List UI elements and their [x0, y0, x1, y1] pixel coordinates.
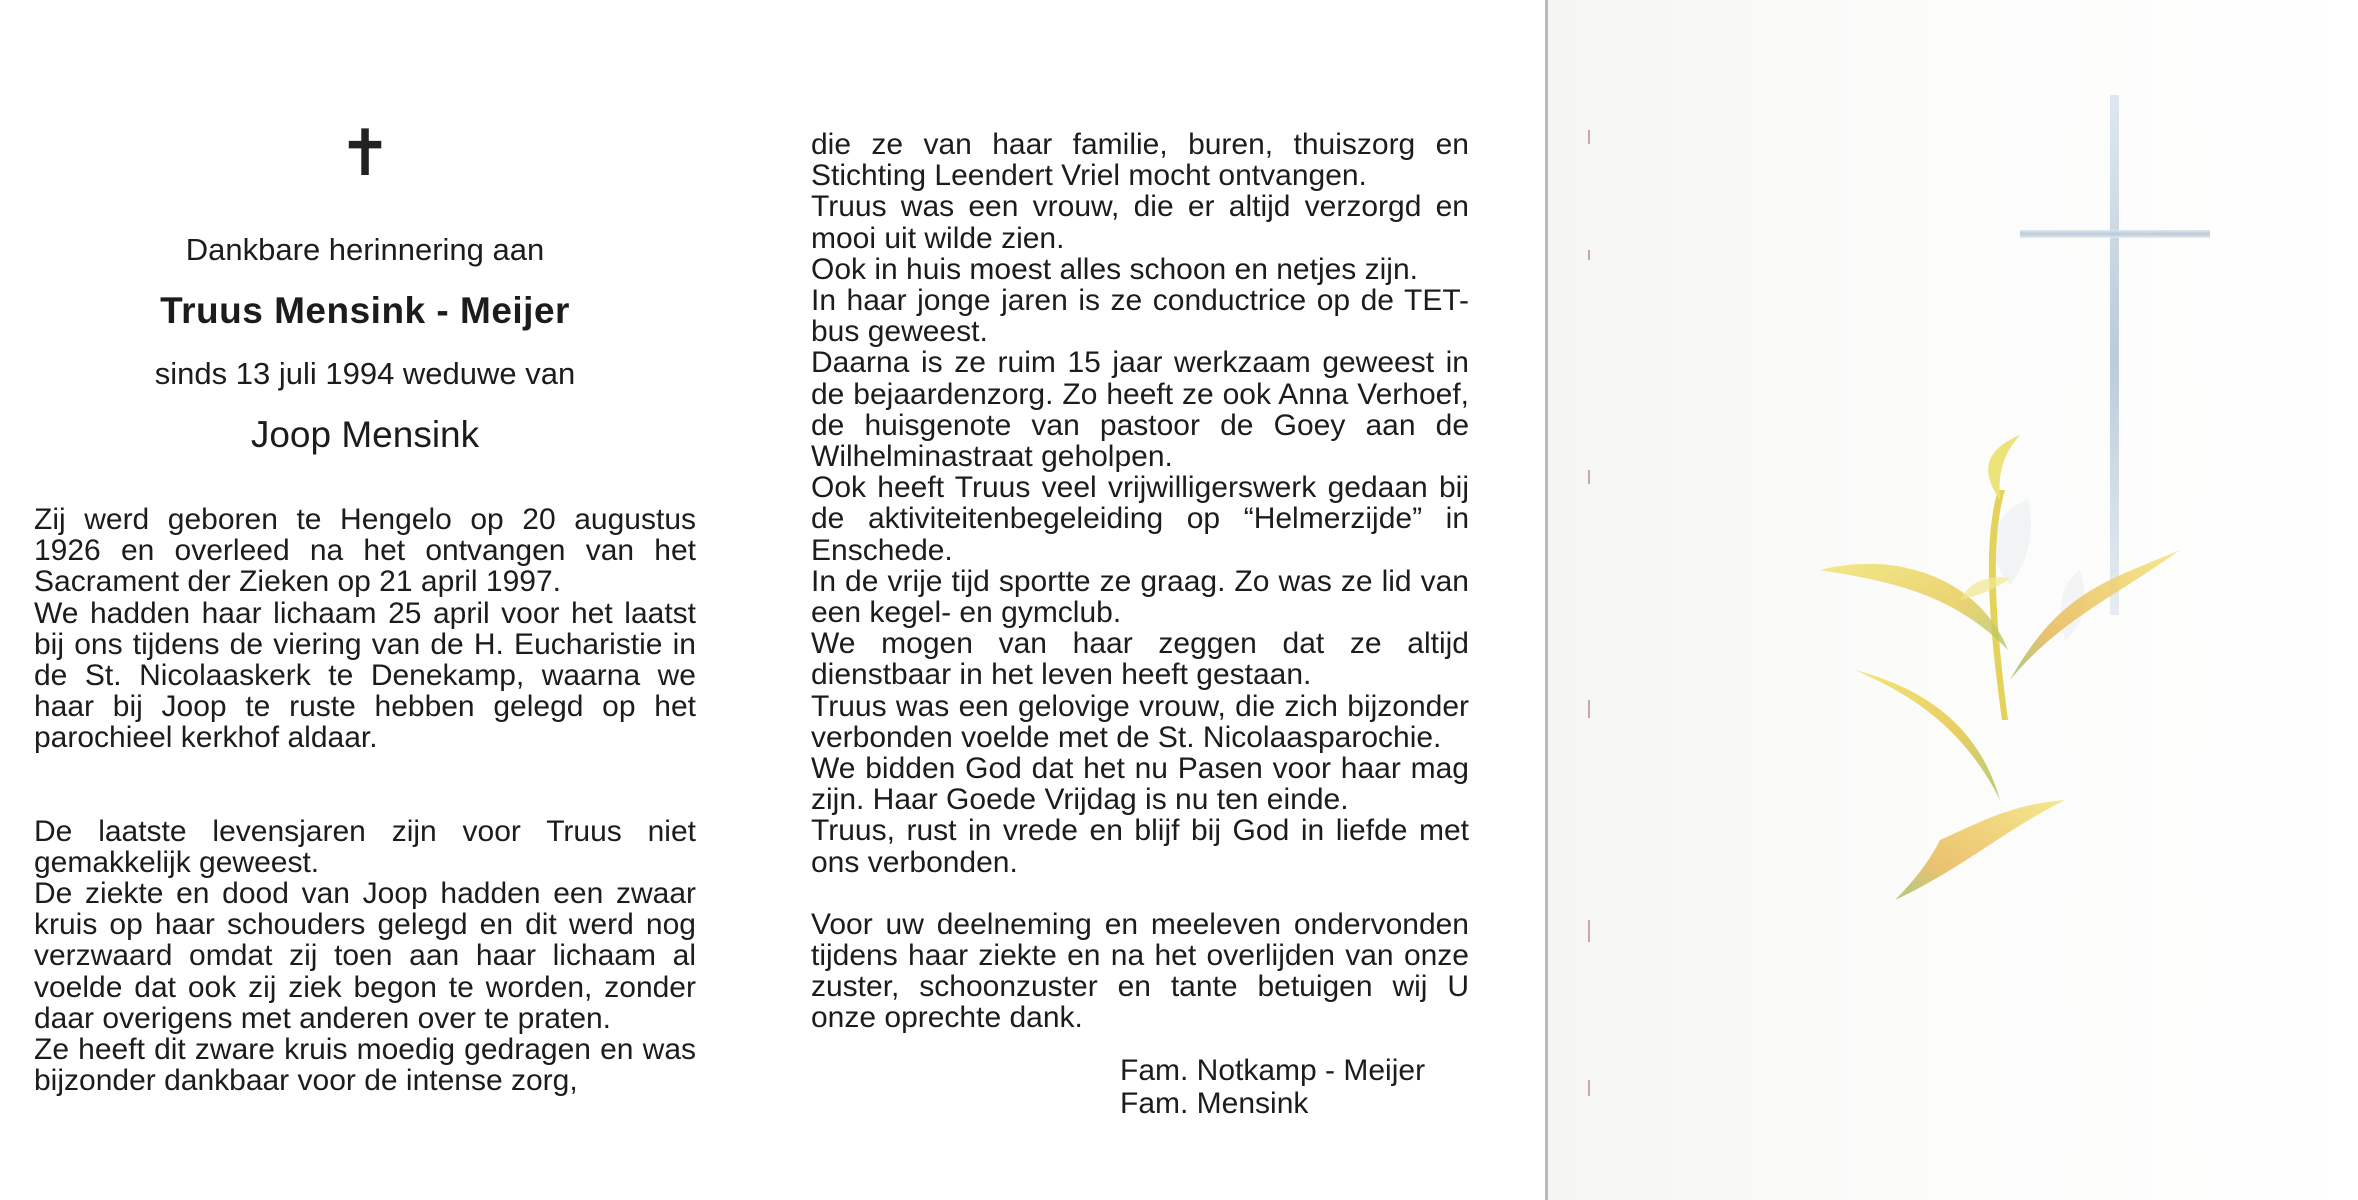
right-text-column: [811, 129, 1469, 1034]
paragraph: Truus, rust in vrede en blijf bij God in liefde met ons verbonden.: [811, 814, 1469, 879]
paragraph: Truus was een vrouw, die er altijd verzorgd en mooi uit wilde zien.: [811, 190, 1469, 255]
paragraph: die ze van haar familie, buren, thuiszorg en Stichting Leendert Vriel mocht ontvangen.: [811, 128, 1469, 193]
paragraph: De ziekte en dood van Joop hadden een zwaar kruis op haar schouders gelegd en dit werd nog verzwaard omdat zij toen aan haar lichaam al voelde dat ook zij ziek begon te worden, zonder daar overigens met anderen over te praten.: [34, 877, 696, 1035]
paragraph: We hadden haar lichaam 25 april voor het laatst bij ons tijdens de viering van de H. Eucharistie in de St. Nicolaaskerk te Denekamp, waarna we haar bij Joop te ruste hebben gelegd op het parochieel kerkhof aldaar.: [34, 596, 696, 755]
widow-line: sinds 13 juli 1994 weduwe van: [154, 356, 576, 391]
thanks-paragraph: Voor uw deelneming en meeleven ondervonden tijdens haar ziekte en na het overlijden van onze zuster, schoonzuster en tante betuigen wij U onze oprechte dank.: [811, 907, 1469, 1035]
signature-line: Fam. Mensink: [1120, 1087, 1309, 1120]
cross-icon: ✝: [338, 117, 392, 189]
paragraph: Ook in huis moest alles schoon en netjes zijn.: [811, 252, 1418, 286]
paragraph: In haar jonge jaren is ze conductrice op de TET-bus geweest.: [811, 284, 1469, 349]
deceased-name: Truus Mensink - Meijer: [160, 290, 570, 331]
paragraph: Daarna is ze ruim 15 jaar werkzaam geweest in de bejaardenzorg. Zo heeft ze ook Anna Verhoef, de huisgenote van pastoor de Goey aan de Wilhelminastraat geholpen.: [811, 346, 1469, 474]
paragraph: De laatste levensjaren zijn voor Truus niet gemakkelijk geweest.: [34, 814, 696, 879]
fold-marks: [1588, 0, 1590, 1200]
paragraph: We bidden God dat het nu Pasen voor haar mag zijn. Haar Goede Vrijdag is nu ten einde.: [811, 752, 1469, 817]
paragraph: We mogen van haar zeggen dat ze altijd dienstbaar in het leven heeft gestaan.: [811, 627, 1469, 692]
in-memory-line: Dankbare herinnering aan: [185, 232, 545, 267]
paragraph: Truus was een gelovige vrouw, die zich bijzonder verbonden voelde met de St. Nicolaasparochie.: [811, 689, 1469, 754]
paragraph: In de vrije tijd sportte ze graag. Zo was ze lid van een kegel- en gymclub.: [811, 564, 1469, 630]
paragraph: Ook heeft Truus veel vrijwilligerswerk gedaan bij de aktiviteitenbegeleiding op “Helmerzijde” in Enschede.: [811, 471, 1469, 567]
left-text-column: [34, 504, 696, 1096]
cross-with-lily-icon: [1780, 80, 2210, 930]
paragraph-gap: [811, 878, 1469, 909]
paragraph: Zij werd geboren te Hengelo op 20 augustus 1926 en overleed na het ontvangen van het Sacrament der Zieken op 21 april 1997.: [34, 503, 696, 599]
signature-line: Fam. Notkamp - Meijer: [1120, 1054, 1426, 1087]
paragraph: Ze heeft dit zware kruis moedig gedragen en was bijzonder dankbaar voor de intense zorg,: [34, 1033, 696, 1098]
card-header: [30, 118, 700, 456]
spouse-name: Joop Mensink: [250, 414, 480, 455]
paragraph-gap: [34, 754, 696, 816]
signature-block: [1120, 1054, 1425, 1120]
